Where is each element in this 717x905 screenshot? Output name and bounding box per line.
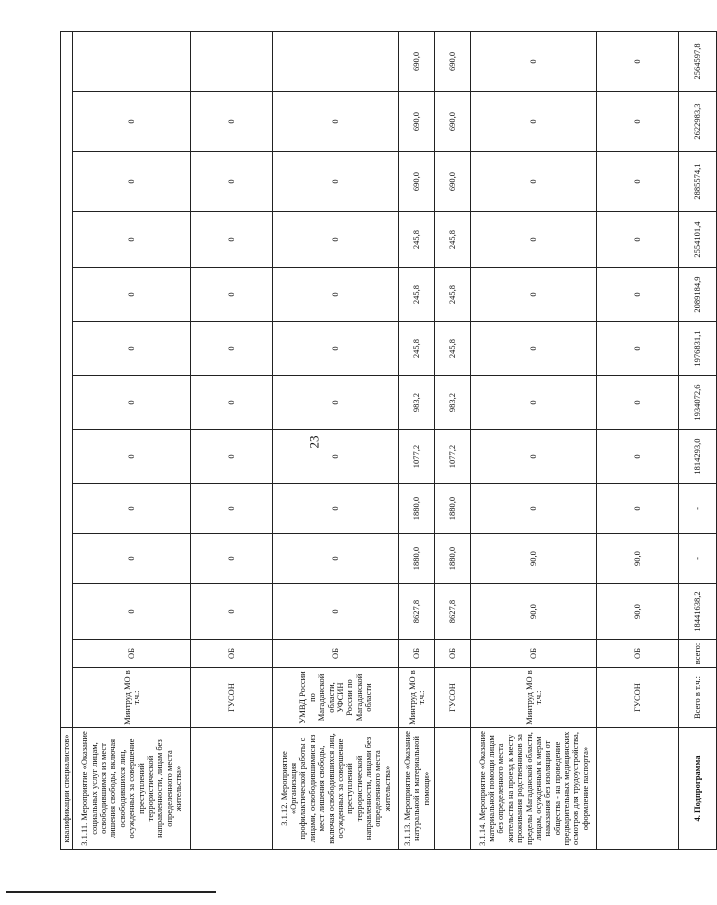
value-cell: 1880,0 [435,484,471,534]
measure-name-cell [435,728,471,850]
value-cell: 0 [597,376,679,430]
value-cell: 0 [273,322,399,376]
total-value-cell: 1976831,1 [679,322,717,376]
value-cell: 0 [191,92,273,152]
total-value-cell: 2089184,9 [679,268,717,322]
value-cell: 0 [73,212,191,268]
value-cell: 1880,0 [399,534,435,584]
executor-cell: ГУСОН [191,668,273,728]
value-cell: 0 [597,430,679,484]
rotated-table-wrapper [60,32,703,850]
value-cell: 0 [471,322,597,376]
value-cell: 90,0 [471,584,597,640]
value-cell: 245,8 [435,268,471,322]
value-cell: 0 [73,484,191,534]
value-cell: 8627,8 [399,584,435,640]
value-cell: 0 [273,534,399,584]
value-cell: 0 [73,322,191,376]
value-cell: 0 [273,212,399,268]
measure-name-cell: 3.1.14. Мероприятие «Оказание материальной помощи лицам без определенного места жительства на проезд к месту проживания родственников за пределы Магаданской области, лицам, осужденным к мерам наказания без изоляции от общества - на проведение предварительных медицинских осмотров для трудоустройства, оформление паспорта» [471,728,597,850]
table-row [73,31,191,849]
page-number: 23 [306,435,322,449]
total-value-cell: - [679,534,717,584]
executor-cell: ГУСОН [597,668,679,728]
value-cell: 0 [73,376,191,430]
value-cell: 690,0 [435,31,471,91]
value-cell: 0 [191,152,273,212]
measure-name-cell: 3.1.12. Мероприятие «Организация профилактической работы с лицами, освободившимися из мест лишения свободы, включая освободившихся лиц, осужденных за совершение преступлений террористической направленности, лицами без определенного места жительства» [273,728,399,850]
value-cell: 0 [273,152,399,212]
table-row [273,31,399,849]
value-cell: 0 [73,584,191,640]
value-cell: 0 [471,31,597,91]
value-cell: 690,0 [435,152,471,212]
value-cell: 0 [73,534,191,584]
value-cell [191,31,273,91]
value-cell: 245,8 [399,268,435,322]
funding-source-cell: ОБ [597,640,679,668]
table-row [471,31,597,849]
subprogram-name-cell: 4. Подпрограмма [679,728,717,850]
value-cell: 0 [597,212,679,268]
table-row [435,31,471,849]
value-cell: 90,0 [471,534,597,584]
total-value-cell: 2885574,1 [679,152,717,212]
value-cell: 0 [471,268,597,322]
value-cell: 0 [471,430,597,484]
total-value-cell: 18441638,2 [679,584,717,640]
value-cell: 0 [597,92,679,152]
executor-cell: Минтруд МО в т.ч.: [399,668,435,728]
executor-cell: Минтруд МО в т.ч.: [73,668,191,728]
value-cell: 90,0 [597,534,679,584]
scan-edge-line [6,891,216,893]
executor-cell: ГУСОН [435,668,471,728]
value-cell: 0 [597,152,679,212]
value-cell: 0 [191,212,273,268]
value-cell: 0 [191,484,273,534]
measure-name-cell: 3.1.11. Мероприятие «Оказание социальных услуг лицам, освободившимся из мест лишения свободы, включая освободившихся лиц, осужденных за совершение преступлений террористической направленности, лицам без определенного места жительства» [73,728,191,850]
value-cell: 90,0 [597,584,679,640]
total-value-cell: - [679,484,717,534]
executor-cell: УМВД России по Магаданской области, УФСИН России по Магаданской области [273,668,399,728]
value-cell: 0 [597,31,679,91]
value-cell: 0 [191,322,273,376]
header-cell: квалификации специалистов» [61,728,73,850]
value-cell: 245,8 [435,322,471,376]
total-value-cell: 1934072,6 [679,376,717,430]
value-cell: 690,0 [435,92,471,152]
funding-source-cell: ОБ [435,640,471,668]
blank-cell [61,31,73,727]
measure-name-cell: 3.1.13. Мероприятие «Оказание натуральной и материальной помощи» [399,728,435,850]
value-cell: 0 [191,534,273,584]
measure-name-cell [597,728,679,850]
total-row [679,31,717,849]
total-value-cell: 1814293,0 [679,430,717,484]
value-cell: 0 [73,268,191,322]
total-value-cell: 2564597,8 [679,31,717,91]
funding-source-cell: ОБ [73,640,191,668]
value-cell: 0 [191,584,273,640]
value-cell: 1077,2 [435,430,471,484]
value-cell: 1880,0 [435,534,471,584]
value-cell: 0 [273,92,399,152]
value-cell: 0 [597,484,679,534]
measure-name-cell [191,728,273,850]
value-cell: 0 [273,430,399,484]
value-cell: 0 [597,268,679,322]
value-cell: 690,0 [399,31,435,91]
value-cell: 1077,2 [399,430,435,484]
value-cell: 0 [273,268,399,322]
value-cell: 0 [273,376,399,430]
table-row [597,31,679,849]
value-cell: 0 [191,376,273,430]
value-cell: 0 [471,376,597,430]
value-cell: 0 [191,430,273,484]
funding-source-cell: ОБ [273,640,399,668]
value-cell: 245,8 [399,212,435,268]
value-cell: 690,0 [399,152,435,212]
value-cell [273,31,399,91]
value-cell: 0 [73,152,191,212]
program-table [60,31,717,850]
value-cell: 1880,0 [399,484,435,534]
executor-cell: Минтруд МО в т.ч.: [471,668,597,728]
funding-source-cell: ОБ [399,640,435,668]
total-executor-cell: Всего в т.ч.: [679,668,717,728]
table-row [191,31,273,849]
value-cell: 0 [471,152,597,212]
value-cell: 0 [73,92,191,152]
value-cell: 0 [273,484,399,534]
value-cell: 245,8 [435,212,471,268]
value-cell: 0 [471,212,597,268]
value-cell: 0 [73,430,191,484]
table-row [399,31,435,849]
value-cell: 983,2 [399,376,435,430]
value-cell: 0 [471,484,597,534]
value-cell: 0 [597,322,679,376]
total-source-cell: всего: [679,640,717,668]
value-cell [73,31,191,91]
value-cell: 983,2 [435,376,471,430]
funding-source-cell: ОБ [191,640,273,668]
value-cell: 245,8 [399,322,435,376]
value-cell: 690,0 [399,92,435,152]
funding-source-cell: ОБ [471,640,597,668]
value-cell: 0 [471,92,597,152]
total-value-cell: 2622983,3 [679,92,717,152]
value-cell: 0 [273,584,399,640]
value-cell: 8627,8 [435,584,471,640]
total-value-cell: 2554101,4 [679,212,717,268]
value-cell: 0 [191,268,273,322]
